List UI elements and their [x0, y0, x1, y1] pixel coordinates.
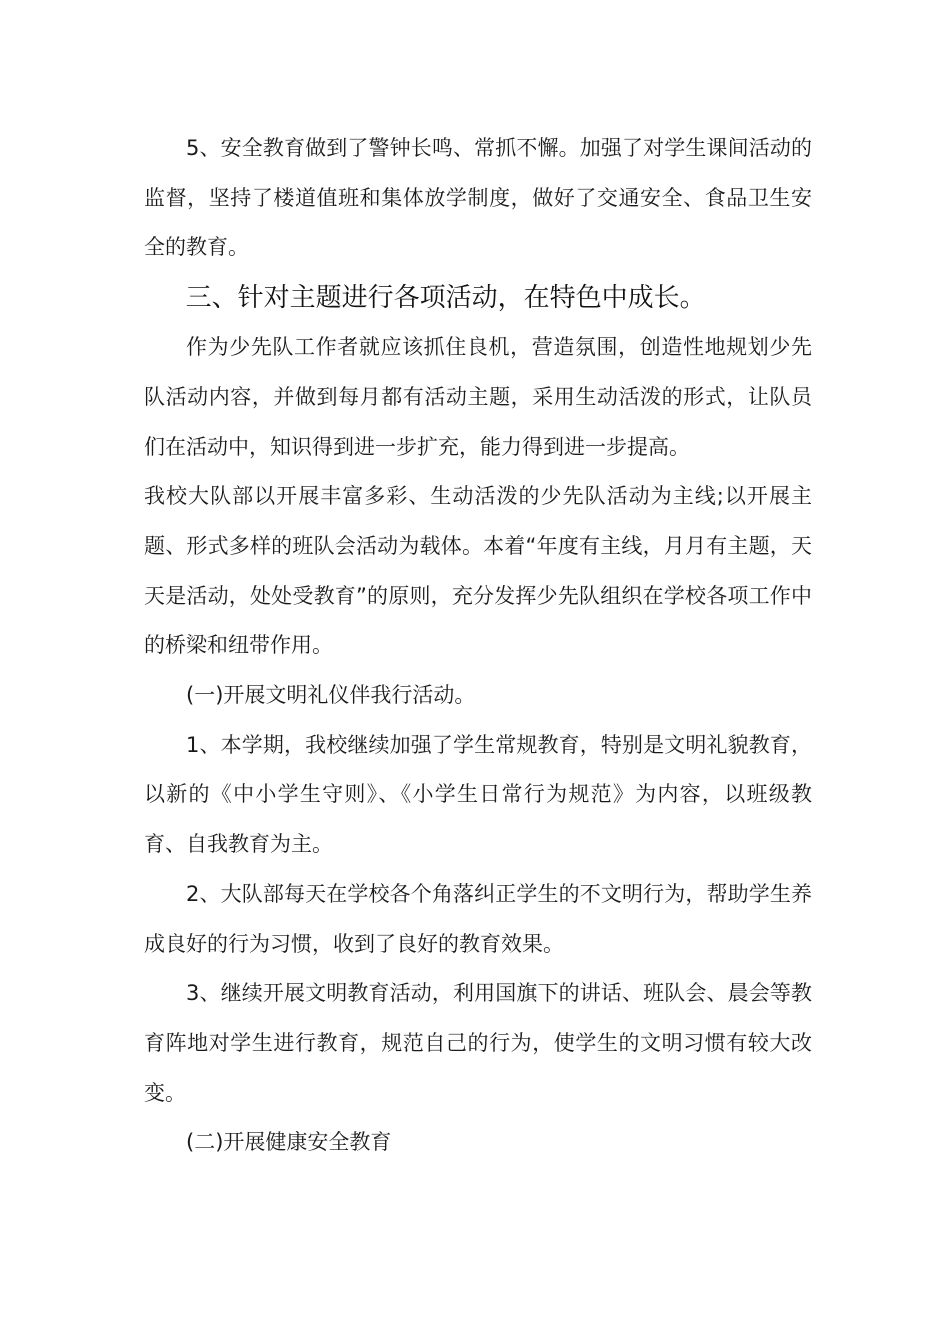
paragraph-safety-education: 5、安全教育做到了警钟长鸣、常抓不懈。加强了对学生课间活动的监督，坚持了楼道值班和集体放学制度，做好了交通安全、食品卫生安全的教育。	[144, 136, 812, 260]
document-body	[144, 124, 812, 1168]
paragraph-brigade-activities: 我校大队部以开展丰富多彩、生动活泼的少先队活动为主线;以开展主题、形式多样的班队会活动为载体。本着“年度有主线，月月有主题，天天是活动，处处受教育”的原则，充分发挥少先队组织在学校各项工作中的桥梁和纽带作用。	[144, 484, 812, 658]
paragraph-item-2: 2、大队部每天在学校各个角落纠正学生的不文明行为，帮助学生养成良好的行为习惯，收到了良好的教育效果。	[144, 881, 812, 956]
subheading-etiquette: (一)开展文明礼仪伴我行活动。	[186, 683, 476, 708]
paragraph-item-3: 3、继续开展文明教育活动，利用国旗下的讲话、班队会、晨会等教育阵地对学生进行教育，规范自己的行为，使学生的文明习惯有较大改变。	[144, 981, 812, 1105]
paragraph-item-1: 1、本学期，我校继续加强了学生常规教育，特别是文明礼貌教育，以新的《中小学生守则》、《小学生日常行为规范》为内容，以班级教育、自我教育为主。	[144, 732, 812, 857]
subheading-health-safety: (二)开展健康安全教育	[186, 1130, 392, 1155]
paragraph-pioneer-work: 作为少先队工作者就应该抓住良机，营造氛围，创造性地规划少先队活动内容，并做到每月都有活动主题，采用生动活泼的形式，让队员们在活动中，知识得到进一步扩充，能力得到进一步提高。	[144, 335, 812, 459]
section-heading-three: 三、针对主题进行各项活动，在特色中成长。	[185, 283, 706, 314]
